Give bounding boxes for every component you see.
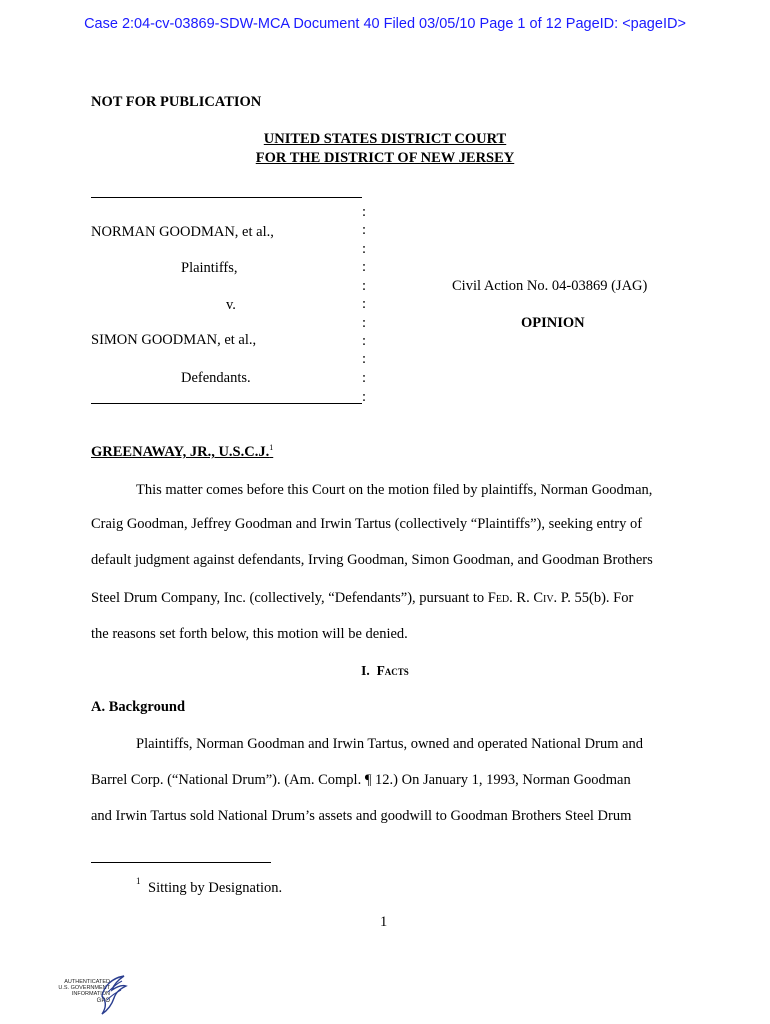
caption-colon: : [362,333,367,349]
caption-colon: : [362,259,367,275]
eagle-icon [98,972,128,1016]
court-name-line1: UNITED STATES DISTRICT COURT [263,131,507,147]
seal-line: INFORMATION [71,991,110,997]
footnote-text: Sitting by Designation. [148,880,283,896]
caption-colon: : [362,204,367,220]
body-line: and Irwin Tartus sold National Drum’s assets and goodwill to Goodman Brothers Steel Drum [91,808,632,824]
caption-colon: : [362,370,367,386]
caption-colon: : [362,278,367,294]
defendants-label: Defendants. [181,370,251,386]
body-line: Steel Drum Company, Inc. (collectively, “Defendants”), pursuant to Fed. R. Civ. P. 55(b). For [91,590,634,606]
seal-line: U.S. GOVERNMENT [58,985,110,991]
caption-top-rule [91,197,362,198]
body-line: Craig Goodman, Jeffrey Goodman and Irwin Tartus (collectively “Plaintiffs”), seeking entry of [91,516,643,532]
gpo-seal [40,972,132,1016]
caption-colon: : [362,296,367,312]
caption-colon: : [362,222,367,238]
defendant-name: SIMON GOODMAN, et al., [91,332,257,348]
caption-colon: : [362,315,367,331]
footnote-rule [91,862,271,863]
subsection-heading: A. Background [91,699,186,715]
versus: v. [226,297,236,313]
page-number: 1 [380,914,388,930]
body-line: Barrel Corp. (“National Drum”). (Am. Compl. ¶ 12.) On January 1, 1993, Norman Goodman [91,772,631,788]
body-line: the reasons set forth below, this motion will be denied. [91,626,408,642]
caption-bottom-rule [91,403,362,404]
footnote-ref: 1 [269,443,274,452]
opinion-label: OPINION [521,315,585,331]
caption-colon: : [362,351,367,367]
civil-action-number: Civil Action No. 04-03869 (JAG) [452,278,648,294]
caption-colon: : [362,389,367,405]
rule-citation: Fed. R. Civ. P. [487,590,571,606]
section-heading: I. Facts [361,663,409,678]
body-line: Plaintiffs, Norman Goodman and Irwin Tartus, owned and operated National Drum and [136,736,644,752]
plaintiff-name: NORMAN GOODMAN, et al., [91,224,274,240]
not-for-publication: NOT FOR PUBLICATION [91,94,262,110]
body-line: default judgment against defendants, Irving Goodman, Simon Goodman, and Goodman Brothers [91,552,653,568]
court-name-line2: FOR THE DISTRICT OF NEW JERSEY [255,150,515,166]
plaintiffs-label: Plaintiffs, [181,260,238,276]
case-header: Case 2:04-cv-03869-SDW-MCA Document 40 Filed 03/05/10 Page 1 of 12 PageID: <pageID> [84,16,686,32]
seal-line: AUTHENTICATED [64,979,110,985]
judge-name: GREENAWAY, JR., U.S.C.J.$^1$ [91,443,274,460]
body-line: This matter comes before this Court on the motion filed by plaintiffs, Norman Goodman, [136,482,653,498]
footnote-number: 1 [136,876,141,886]
caption-colon: : [362,241,367,257]
seal-line: GPO [96,998,110,1004]
